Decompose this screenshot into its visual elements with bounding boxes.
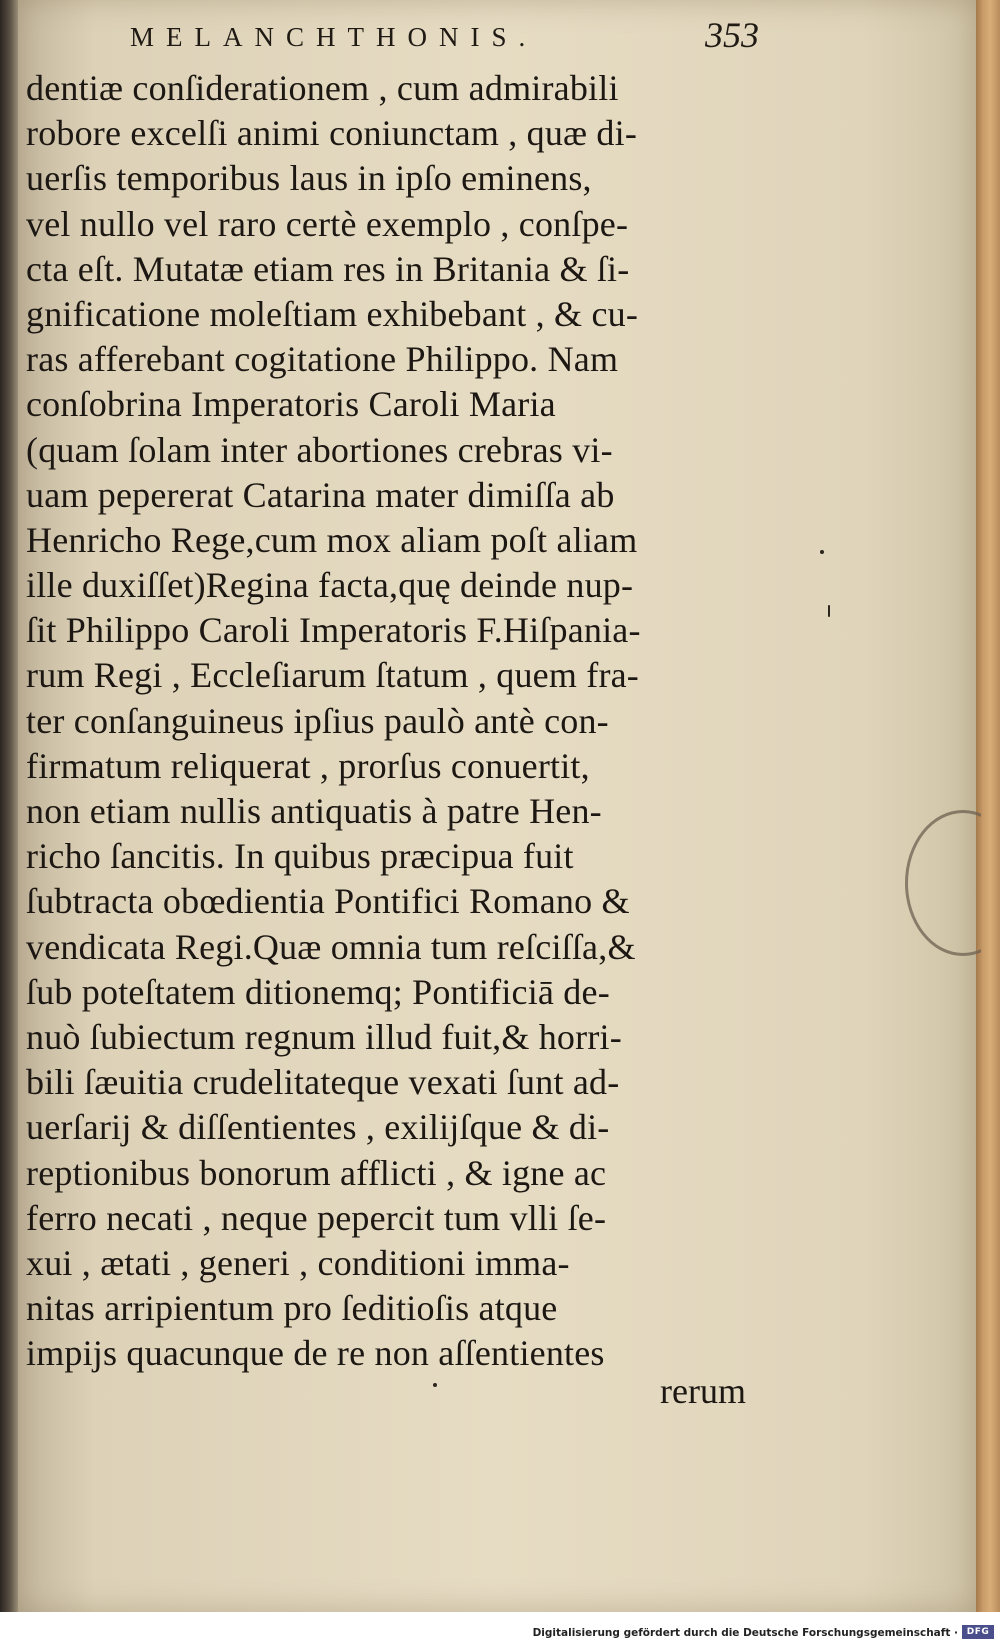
- digitization-credit: Digitalisierung gefördert durch die Deutsche Forschungsgemeinschaft ·: [532, 1627, 958, 1639]
- text-line: conſobrina Imperatoris Caroli Maria: [26, 384, 556, 425]
- text-line: robore excelſi animi coniunctam , quæ di-: [26, 113, 638, 154]
- text-line: nitas arripientum pro ſeditioſis atque: [26, 1288, 558, 1329]
- text-line: rum Regi , Eccleſiarum ſtatum , quem fra-: [26, 655, 639, 696]
- text-line: nuò ſubiectum regnum illud fuit,& horri-: [26, 1016, 622, 1057]
- text-line: gnificatione moleſtiam exhibebant , & cu-: [26, 293, 639, 334]
- text-line: vel nullo vel raro certè exemplo , conſpe-: [26, 203, 629, 244]
- text-line: ille duxiſſet)Regina facta,quę deinde nup-: [26, 565, 634, 606]
- text-line: cta eſt. Mutatæ etiam res in Britania & ſi-: [26, 248, 630, 289]
- text-line: non etiam nullis antiquatis à patre Hen-: [26, 791, 602, 831]
- text-line: ſit Philippo Caroli Imperatoris F.Hiſpania-: [26, 610, 641, 651]
- text-line: reptionibus bonorum afflicti , & igne ac: [26, 1152, 607, 1193]
- text-line: ter conſanguineus ipſius paulò antè con-: [26, 700, 609, 741]
- text-line: vendicata Regi.Quæ omnia tum reſciſſa,&: [26, 926, 636, 967]
- text-line: richo ſancitis. In quibus præcipua fuit: [26, 836, 574, 877]
- text-line: ras afferebant cogitatione Philippo. Nam: [26, 339, 619, 380]
- paper-speck: [828, 605, 830, 617]
- text-line: dentiæ conſiderationem , cum admirabili: [26, 68, 619, 108]
- paper-speck: [820, 550, 824, 554]
- text-line: ſub poteſtatem ditionemq; Pontificiā de-: [26, 971, 610, 1012]
- text-line: Henricho Rege,cum mox aliam poſt aliam: [26, 519, 638, 560]
- text-line: xui , ætati , generi , conditioni imma-: [26, 1242, 570, 1283]
- running-head: MELANCHTHONIS.: [130, 22, 538, 52]
- text-line: ſubtracta obœdientia Pontifici Romano &: [26, 881, 630, 922]
- text-line: bili ſæuitia crudelitateque vexati ſunt ad-: [26, 1062, 620, 1103]
- text-line: uam pepererat Catarina mater dimiſſa ab: [26, 474, 615, 515]
- dfg-logo: DFG: [962, 1625, 994, 1639]
- text-line: firmatum reliquerat , prorſus conuertit,: [26, 745, 590, 786]
- text-line: ferro necati , neque pepercit tum vlli ſe-: [26, 1197, 607, 1238]
- catchword: rerum: [660, 1371, 746, 1411]
- paper-speck: [433, 1383, 437, 1387]
- page-number: 353: [705, 15, 759, 55]
- page-fore-edge: [976, 0, 1000, 1612]
- text-line: impijs quacunque de re non aſſentientes: [26, 1333, 605, 1374]
- text-line: uerſis temporibus laus in ipſo eminens,: [26, 158, 592, 199]
- text-line: uerſarij & diſſentientes , exilijſque & di-: [26, 1107, 610, 1148]
- text-line: (quam ſolam inter abortiones crebras vi-: [26, 429, 613, 470]
- body-text: [26, 66, 796, 1376]
